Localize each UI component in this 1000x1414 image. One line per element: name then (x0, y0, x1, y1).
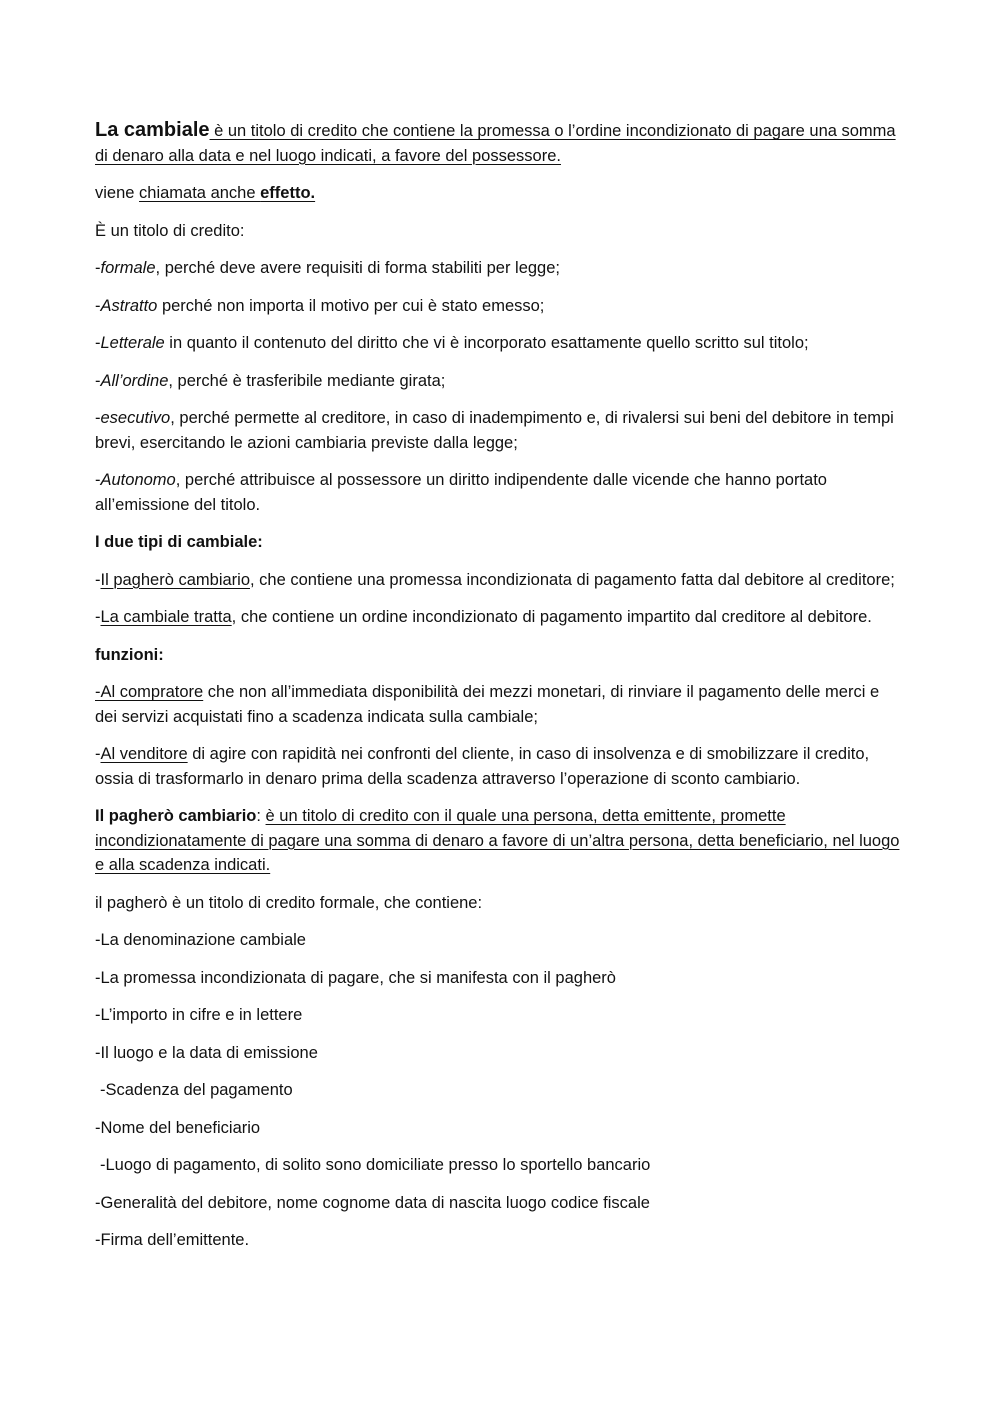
type-term: Il pagherò cambiario (100, 570, 250, 589)
requirement-item: -La promessa incondizionata di pagare, che si manifesta con il pagherò (95, 968, 616, 987)
pagherò-colon: : (256, 807, 266, 825)
alias-paragraph (95, 181, 905, 206)
characteristic-text: in quanto il contenuto del diritto che vi è incorporato esattamente quello scritto sul titolo; (164, 334, 809, 352)
item-prefix: - (95, 745, 101, 763)
characteristic-term: All’ordine (100, 371, 169, 390)
pagherò-term: Il pagherò cambiario (95, 807, 257, 825)
characteristic-item (95, 331, 905, 356)
functions-heading: funzioni: (95, 645, 164, 664)
item-prefix: - (95, 471, 101, 489)
alias-pre: viene (95, 184, 140, 202)
function-text: di agire con rapidità nei confronti del cliente, in caso di insolvenza e di smobilizzare il credito, ossia di trasformarlo in denaro prima della scadenza attraverso l’operazione di sconto cambiario. (95, 745, 870, 788)
item-prefix: - (95, 608, 101, 626)
function-text: che non all’immediata disponibilità dei mezzi monetari, di rinviare il pagamento delle merci e dei servizi acquistati fino a scadenza indicata sulla cambiale; (95, 683, 880, 726)
item-prefix: - (95, 334, 101, 352)
characteristic-text: , perché attribuisce al possessore un diritto indipendente dalle vicende che hanno portato all’emissione del titolo. (95, 471, 827, 514)
characteristic-text: perché non importa il motivo per cui è stato emesso; (157, 296, 545, 315)
item-prefix: - (95, 259, 101, 277)
pagherò-definition-paragraph (95, 804, 905, 878)
characteristics-lead: È un titolo di credito: (95, 221, 245, 240)
requirement-item: -Luogo di pagamento, di solito sono domiciliate presso lo sportello bancario (100, 1156, 651, 1174)
pagherò-lead: il pagherò è un titolo di credito formale, che contiene: (95, 893, 483, 912)
requirement-item: -Scadenza del pagamento (100, 1081, 293, 1099)
type-item (95, 605, 905, 630)
characteristic-text: , perché permette al creditore, in caso di inadempimento e, di rivalersi sui beni del debitore in tempi brevi, esercitando le azioni cambiaria previste dalla legge; (95, 409, 894, 452)
characteristic-item (95, 256, 905, 281)
characteristic-item (95, 369, 905, 394)
requirement-item: -Firma dell’emittente. (95, 1231, 250, 1249)
intro-definition: è un titolo di credito che contiene la promessa o l’ordine incondizionato di pagare una somma di denaro alla data e nel luogo indicati, a favore del possessore. (95, 122, 896, 165)
characteristic-term: Letterale (100, 334, 165, 352)
characteristic-item (95, 294, 905, 319)
characteristic-term: esecutivo (100, 409, 171, 427)
characteristic-text: , perché è trasferibile mediante girata; (168, 371, 446, 390)
function-term: -Al compratore (95, 683, 204, 701)
item-prefix: - (95, 296, 101, 315)
document-page (95, 118, 905, 1266)
characteristic-text: , perché deve avere requisiti di forma stabiliti per legge; (155, 259, 560, 277)
characteristic-term: formale (100, 259, 156, 277)
requirement-item: -La denominazione cambiale (95, 931, 306, 949)
item-prefix: - (95, 371, 101, 390)
type-term: La cambiale tratta (100, 608, 232, 626)
characteristic-term: Autonomo (100, 471, 176, 489)
characteristic-term: Astratto (100, 296, 158, 315)
types-heading: I due tipi di cambiale: (95, 533, 263, 551)
pagherò-definition: è un titolo di credito con il quale una persona, detta emittente, promette incondizionatamente di pagare una somma di denaro a favore di un’altra persona, detta beneficiario, nel luogo e alla scadenza indicati. (95, 807, 900, 874)
document-title: La cambiale (95, 119, 210, 141)
function-item (95, 742, 905, 791)
type-item (95, 568, 905, 593)
alias-bold-term: effetto. (260, 184, 316, 202)
item-prefix: - (95, 570, 101, 589)
type-text: , che contiene un ordine incondizionato di pagamento impartito dal creditore al debitore. (231, 608, 872, 626)
function-term: Al venditore (100, 745, 188, 763)
function-item (95, 680, 905, 729)
characteristic-item (95, 406, 905, 455)
alias-underlined: chiamata anche (139, 184, 261, 202)
intro-paragraph (95, 118, 905, 168)
requirement-item: -L’importo in cifre e in lettere (95, 1006, 303, 1024)
requirement-item: -Il luogo e la data di emissione (95, 1043, 318, 1062)
type-text: , che contiene una promessa incondizionata di pagamento fatta dal debitore al creditore; (250, 570, 895, 589)
characteristic-item (95, 468, 905, 517)
requirement-item: -Nome del beneficiario (95, 1118, 261, 1137)
item-prefix: - (95, 409, 101, 427)
requirement-item: -Generalità del debitore, nome cognome data di nascita luogo codice fiscale (95, 1193, 650, 1212)
